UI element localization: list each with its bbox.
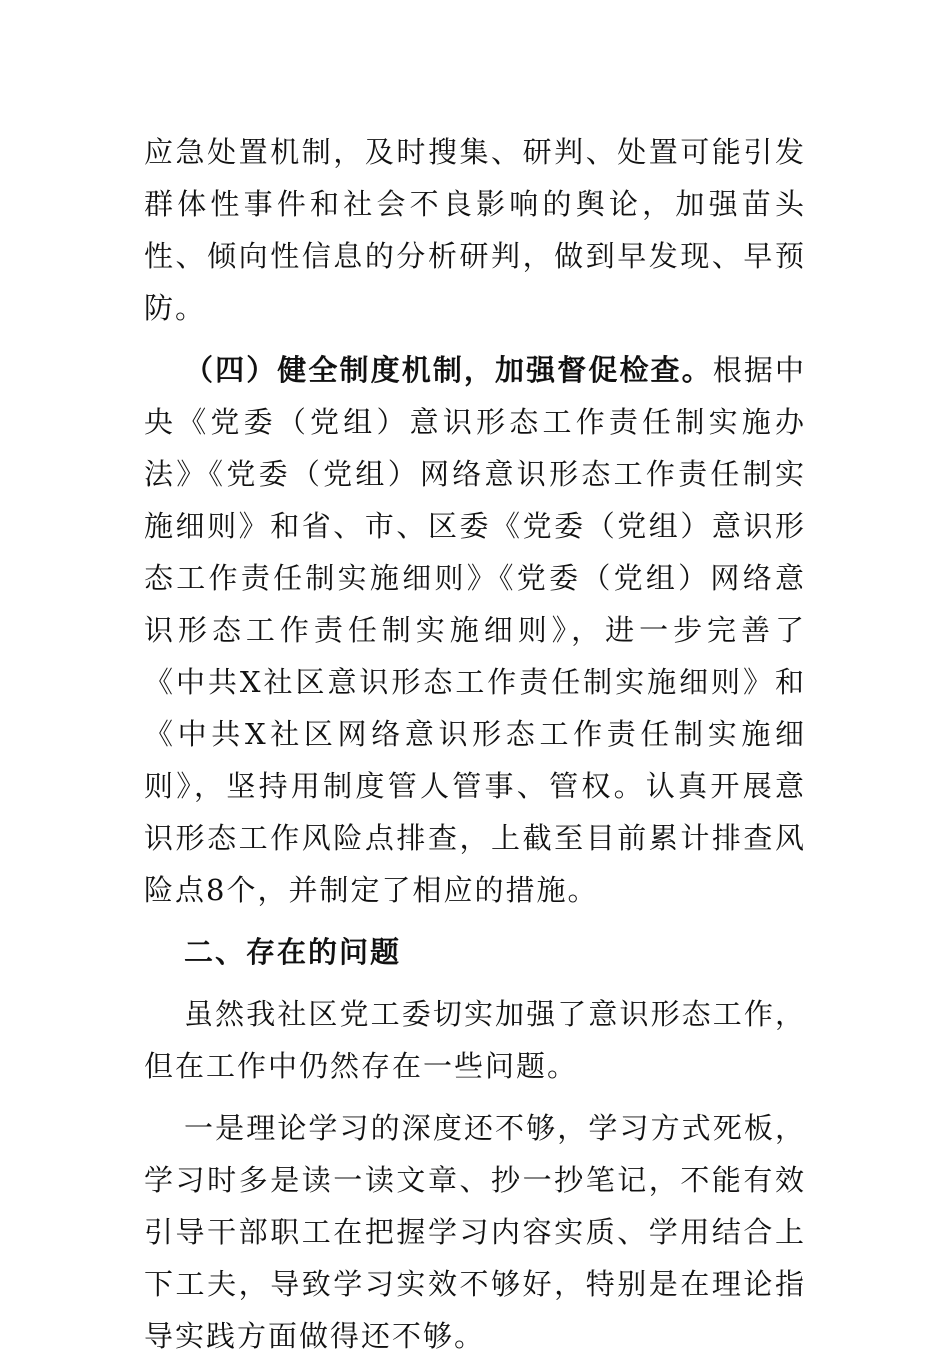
paragraph-gap	[144, 334, 806, 344]
paragraph-problem-one	[144, 1102, 806, 1362]
paragraph-text: 一是理论学习的深度还不够，学习方式死板，学习时多是读一读文章、抄一抄笔记，不能有效引导干部职工在把握学习内容实质、学用结合上下工夫，导致学习实效不够好，特别是在理论指导实践方面做得还不够。	[144, 1111, 806, 1353]
paragraph-problems-intro	[144, 988, 806, 1092]
paragraph-gap	[144, 978, 806, 988]
paragraph-text: 虽然我社区党工委切实加强了意识形态工作，但在工作中仍然存在一些问题。	[144, 997, 806, 1083]
paragraph-gap	[144, 916, 806, 926]
paragraph-emergency-mechanism	[144, 126, 806, 334]
paragraph-text: 根据中央《党委（党组）意识形态工作责任制实施办法》《党委（党组）网络意识形态工作责任制实施细则》和省、市、区委《党委（党组）意识形态工作责任制实施细则》《党委（党组）网络意识形态工作责任制实施细则》，进一步完善了《中共X社区意识形态工作责任制实施细则》和《中共X社区网络意识形态工作责任制实施细则》，坚持用制度管人管事、管权。认真开展意识形态工作风险点排查，上截至目前累计排查风险点8个，并制定了相应的措施。	[144, 353, 806, 907]
paragraph-lead-heading: （四）健全制度机制，加强督促检查。	[184, 353, 713, 387]
section-heading: 二、存在的问题	[184, 935, 402, 969]
document-body	[144, 126, 806, 1362]
paragraph-gap	[144, 1092, 806, 1102]
paragraph-text: 应急处置机制，及时搜集、研判、处置可能引发群体性事件和社会不良影响的舆论，加强苗头性、倾向性信息的分析研判，做到早发现、早预防。	[144, 135, 806, 325]
paragraph-system-mechanism	[144, 344, 806, 916]
